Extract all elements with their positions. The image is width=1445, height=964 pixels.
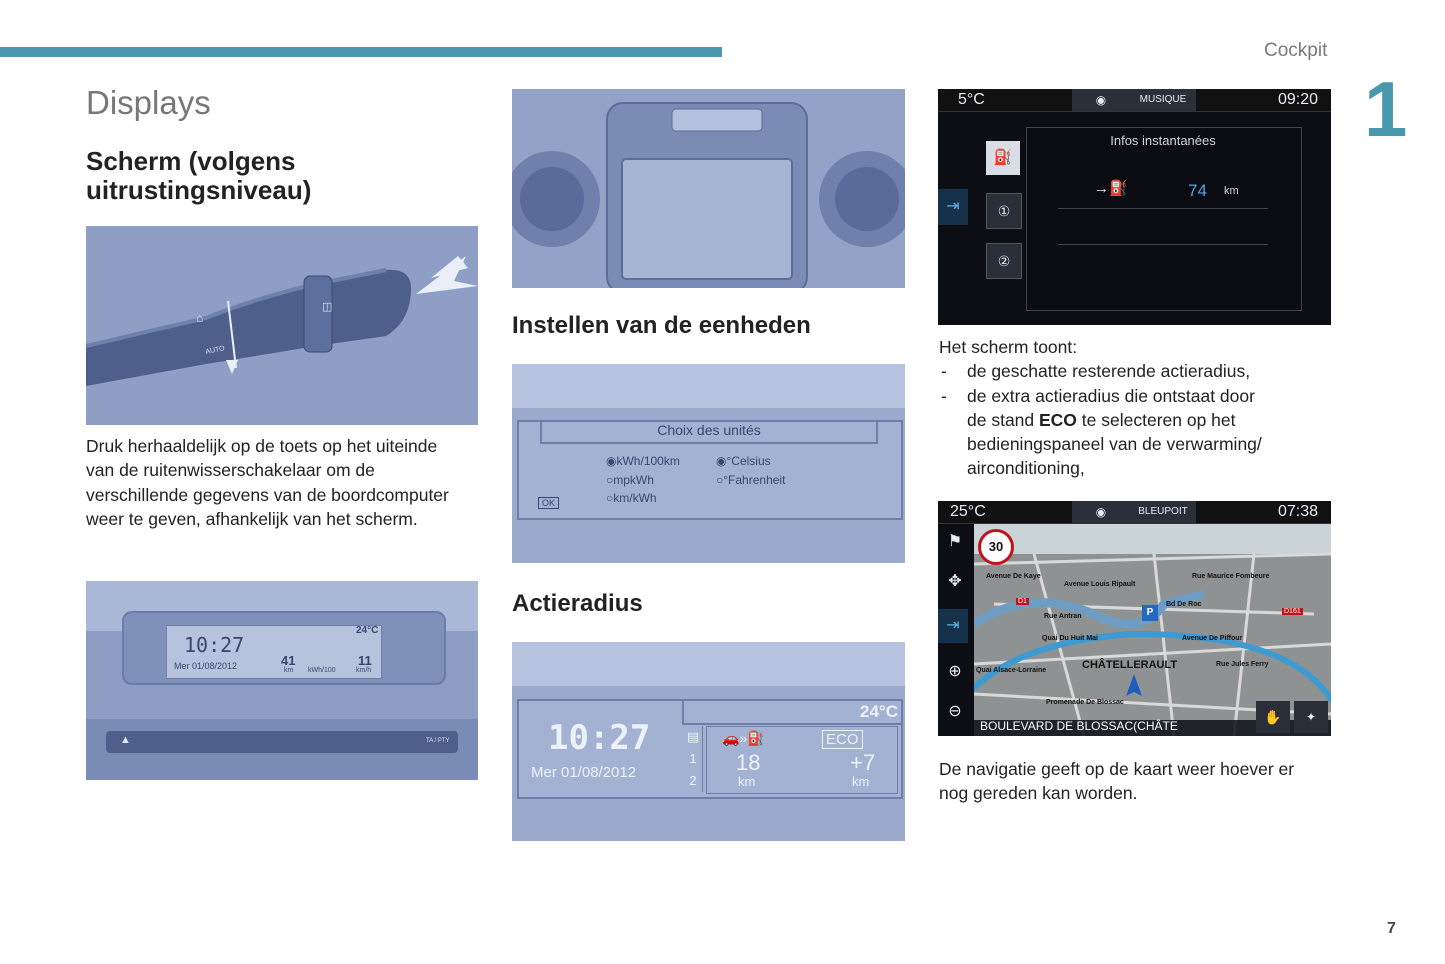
display-value: 11	[358, 653, 372, 668]
screen-temp: 25°C	[950, 503, 986, 520]
range-date: Mer 01/08/2012	[531, 764, 637, 781]
destination-flag-icon[interactable]: ⚑	[947, 533, 963, 550]
hand-pan-icon[interactable]: ✋	[1256, 701, 1290, 733]
radio-icon[interactable]: ○	[606, 472, 614, 487]
range-screen-illustration	[512, 642, 905, 841]
display-unit: km/h	[356, 667, 372, 674]
back-icon[interactable]: ⇥	[938, 609, 968, 643]
radio-selected-icon[interactable]: ◉	[606, 454, 617, 468]
heading-range: Actieradius	[512, 590, 643, 617]
header-rule	[0, 47, 722, 57]
current-street: BOULEVARD DE BLOSSAC(CHÂTE	[980, 719, 1178, 733]
eco-button-icon: ECO	[822, 730, 863, 749]
range-unit: km	[738, 774, 756, 789]
rear-wiper-icon: ◫	[322, 301, 333, 313]
text-line: verschillende gegevens van de boordcomputer	[86, 484, 449, 505]
dashboard-display-illustration	[86, 581, 478, 780]
wiper-stalk-illustration	[86, 226, 478, 425]
radio-signal-icon[interactable]: ◉	[1072, 89, 1130, 111]
map-label: Promenade De Blossac	[1046, 699, 1124, 706]
radio-signal-icon[interactable]: ◉	[1072, 501, 1130, 523]
eco-gain-value: +7	[850, 750, 876, 775]
map-label: Rue Jules Ferry	[1216, 661, 1269, 668]
wiper-icon: ⌂	[196, 311, 204, 325]
unit-option: km/kWh	[613, 491, 657, 505]
feature-list	[939, 359, 1339, 480]
page-number: 7	[1387, 920, 1396, 937]
subtitle-line: uitrustingsniveau)	[86, 175, 312, 205]
screen-temp: 5°C	[958, 91, 985, 108]
section-title: Cockpit	[1264, 40, 1328, 61]
unit-option: mpkWh	[613, 472, 654, 487]
map-label: Quai Alsace-Lorraine	[976, 667, 1047, 674]
list-item: - de extra actieradius die ontstaat door de stand ECO te selecteren op het bedieningspaneel van de verwarming/ airconditioning,	[939, 384, 1339, 481]
text-line: van de ruitenwisserschakelaar om de	[86, 460, 375, 481]
list-item: - de geschatte resterende actieradius,	[939, 359, 1339, 383]
screen-time: 07:38	[1278, 503, 1319, 520]
map-label: Avenue Louis Ripault	[1064, 581, 1136, 588]
audio-source[interactable]: BLEUPOIT	[1130, 501, 1196, 523]
units-energy-options	[606, 452, 680, 508]
radio-icon[interactable]: ○	[716, 472, 724, 487]
tab-car-icon[interactable]: ▤	[686, 729, 700, 744]
parking-icon: P	[1142, 605, 1158, 621]
panel-title: Infos instantanées	[1110, 133, 1216, 148]
city-label: CHÂTELLERAULT	[1082, 659, 1178, 671]
compass-icon[interactable]: ✦	[1294, 701, 1328, 733]
display-temp: 24°C	[356, 625, 379, 636]
tab-1[interactable]: 1	[689, 751, 697, 766]
road-badge: D161	[1284, 608, 1301, 615]
center-screen-illustration	[512, 89, 905, 288]
map-label: Avenue De Kaye	[986, 573, 1041, 580]
radio-icon[interactable]: ○	[606, 491, 614, 505]
unit-option: °Celsius	[726, 454, 771, 468]
range-value: 18	[736, 750, 761, 775]
move-map-icon[interactable]: ✥	[948, 573, 962, 590]
ta-pty-label: TA / PTY	[426, 738, 450, 744]
map-label: Rue Maurice Fombeure	[1192, 573, 1270, 580]
display-unit: kWh/100	[308, 667, 336, 674]
zoom-in-icon[interactable]: ⊕	[948, 663, 962, 680]
ok-button[interactable]: OK	[538, 497, 559, 509]
unit-option: kWh/100km	[616, 454, 680, 468]
chapter-number: 1	[1364, 65, 1408, 153]
tab-2[interactable]: 2	[689, 773, 697, 788]
map-label: Avenue De Piffour	[1182, 635, 1243, 642]
heading-units: Instellen van de eenheden	[512, 312, 811, 339]
screen-time: 09:20	[1278, 91, 1319, 108]
intro-text: Het scherm toont:	[939, 337, 1078, 357]
display-date: Mer 01/08/2012	[174, 661, 238, 671]
display-value: 41	[281, 653, 296, 668]
subtitle-line: Scherm (volgens	[86, 146, 296, 176]
speed-limit-sign: 30	[978, 529, 1014, 565]
stalk-auto-label: AUTO	[204, 345, 226, 356]
audio-source[interactable]: MUSIQUE	[1130, 89, 1196, 111]
fuel-range-icon[interactable]: ⛽	[986, 141, 1020, 175]
trip-2-icon[interactable]: ②	[986, 243, 1022, 279]
text-line: weer te geven, afhankelijk van het scherm.	[86, 508, 418, 529]
zoom-out-icon[interactable]: ⊖	[948, 703, 962, 720]
eco-gain-unit: km	[852, 774, 870, 789]
map-label: Rue Antran	[1044, 613, 1082, 620]
navigation-screen	[938, 501, 1331, 736]
page-title: Displays	[86, 84, 211, 121]
display-unit: km	[284, 667, 294, 674]
map-label: Bd De Roc	[1166, 601, 1202, 608]
center-console-drawing	[512, 89, 905, 288]
radio-selected-icon[interactable]: ◉	[716, 454, 727, 468]
trip-1-icon[interactable]: ①	[986, 193, 1022, 229]
range-temp: 24°C	[860, 702, 898, 721]
range-unit: km	[1224, 185, 1239, 197]
eco-keyword: ECO	[1039, 409, 1077, 430]
display-time: 10:27	[184, 633, 245, 657]
text-line: Druk herhaaldelijk op de toets op het uiteinde	[86, 436, 438, 456]
units-title: Choix des unités	[540, 422, 878, 444]
units-screen-illustration	[512, 364, 905, 563]
unit-option: °Fahrenheit	[723, 472, 786, 487]
wiper-instructions	[86, 434, 486, 531]
stalk-drawing	[86, 226, 478, 425]
road-badge: D1	[1018, 598, 1027, 605]
eject-icon: ▲	[120, 734, 131, 746]
car-range-icon: 🚗»⛽	[722, 730, 765, 746]
range-time: 10:27	[548, 718, 651, 758]
units-temp-options	[716, 452, 785, 489]
text-line: De navigatie geeft op de kaart weer hoever er	[939, 759, 1295, 779]
subtitle	[86, 147, 311, 205]
map-label: Quai Du Huit Mai	[1042, 635, 1098, 642]
text-line: nog gereden kan worden.	[939, 783, 1138, 804]
range-fuel-icon: →⛽	[1094, 180, 1128, 197]
range-value: 74	[1188, 181, 1207, 200]
range-tabs[interactable]	[684, 726, 703, 792]
navigation-description	[939, 757, 1339, 806]
back-icon[interactable]: ⇥	[938, 189, 968, 225]
screen-description	[939, 335, 1339, 481]
trip-computer-screen	[938, 89, 1331, 325]
